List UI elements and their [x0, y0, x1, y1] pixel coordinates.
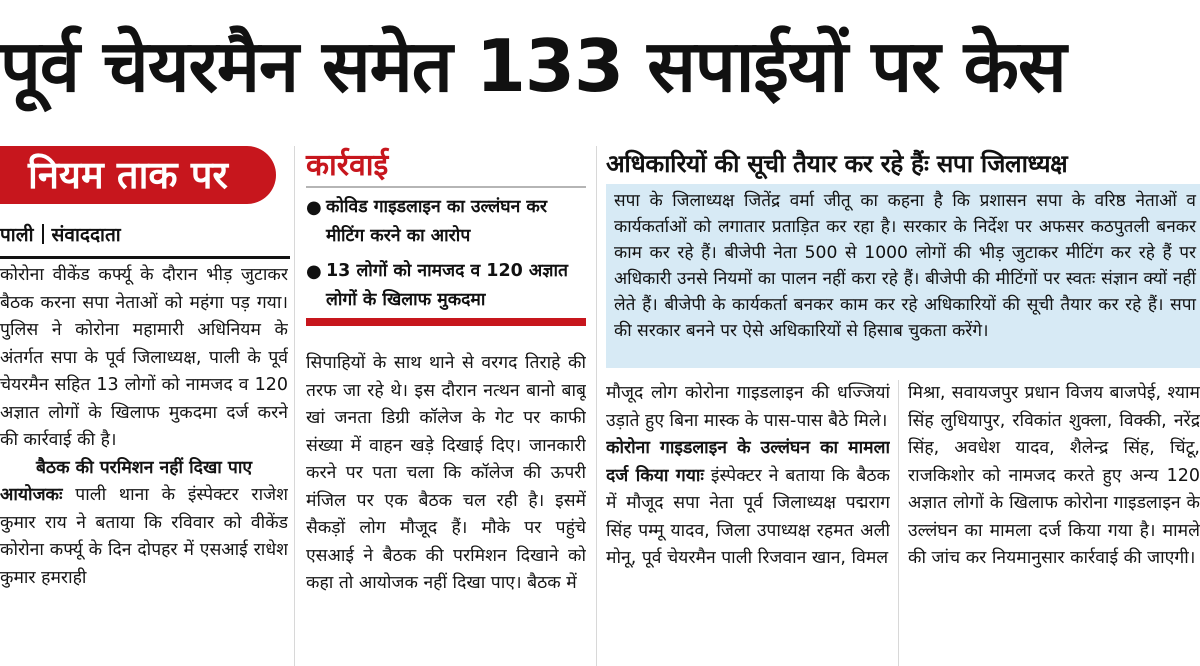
column-3-paragraph-1: मौजूद लोग कोरोना गाइडलाइन की धज्जियां उड़ाते हुए बिना मास्क के पास-पास बैठे मिले।: [606, 383, 890, 431]
column-divider: [596, 146, 597, 666]
column-1-paragraph-2-text: पाली थाना के इंस्पेक्टर राजेश कुमार राय ने बताया कि रविवार को वीकेंड कोरोना कर्फ्यू के दिन दोपहर में एसआई राधेश कुमार हमराही: [0, 485, 288, 588]
byline-place: पाली: [0, 224, 34, 246]
byline-rule: [0, 256, 290, 259]
column-1-paragraph-2: [0, 482, 288, 592]
article-column-4: [908, 380, 1200, 666]
section-badge: नियम ताक पर: [0, 146, 276, 204]
bullet-dot-icon: ●: [306, 261, 322, 282]
action-box-bar: [306, 318, 586, 326]
column-divider: [898, 380, 899, 666]
column-divider: [294, 146, 295, 666]
action-bullet: [306, 193, 588, 251]
action-bullet: [306, 257, 588, 315]
column-1-paragraph-1: कोरोना वीकेंड कर्फ्यू के दौरान भीड़ जुटाकर बैठक करना सपा नेताओं को महंगा पड़ गया। पुलिस ने कोरोना महामारी अधिनियम के अंतर्गत सपा के पूर्व जिलाध्यक्ष, पाली के पूर्व चेयरमैन सहित 13 लोगों को नामजद व 120 अज्ञात लोगों के खिलाफ मुकदमा दर्ज करने की कार्रवाई की है।: [0, 265, 288, 450]
column-2-paragraph: सिपाहियों के साथ थाने से वरगद तिराहे की तरफ जा रहे थे। इस दौरान नत्थन बानो बाबू खां जनता डिग्री कॉलेज के गेट पर काफी संख्या में वाहन खड़े दिखाई दिए। जानकारी करने पर पता चला कि कॉलेज की ऊपरी मंजिल पर एक बैठक चल रही है। इसमें सैकड़ों लोग मौजूद हैं। मौके पर पहुंचे एसआई ने बैठक की परमिशन दिखाने को कहा तो आयोजक नहीं दिखा पाए। बैठक में: [306, 353, 586, 593]
main-headline: पूर्व चेयरमैन समेत 133 सपाईयों पर केस: [0, 24, 1066, 108]
byline-role: संवाददाता: [51, 224, 121, 246]
article-column-3: [606, 380, 890, 666]
column-1-subheading-lead: आयोजकः: [0, 485, 63, 505]
action-bullet-text: कोविड गाइडलाइन का उल्लंघन कर मीटिंग करने का आरोप: [326, 197, 547, 246]
action-label: कार्रवाई: [306, 148, 389, 183]
article-column-1: [0, 262, 288, 666]
sidebar-quote-box: सपा के जिलाध्यक्ष जितेंद्र वर्मा जीतू का कहना है कि प्रशासन सपा के वरिष्ठ नेताओं व कार्यकर्ताओं को लगातार प्रताड़ित कर रहा है। सरकार के निर्देश पर अफसर कठपुतली बनकर काम कर रहे हैं। बीजेपी नेता 500 से 1000 लोगों की भीड़ जुटाकर मीटिंग कर रहे हैं पर अधिकारी उनसे नियमों का पालन नहीं करा रहे हैं। बीजेपी की मीटिंगों पर स्वतः संज्ञान क्यों नहीं लेते हैं। बीजेपी के कार्यकर्ता बनकर काम कर रहे अधिकारियों की सूची तैयार कर रहे हैं। सपा की सरकार बनने पर ऐसे अधिकारियों से हिसाब चुकता करेंगे।: [606, 184, 1200, 368]
column-3-paragraph-2: [606, 435, 890, 573]
action-label-rule: [306, 186, 586, 188]
byline-separator: [42, 224, 44, 244]
sidebar-headline: अधिकारियों की सूची तैयार कर रहे हैंः सपा जिलाध्यक्ष: [606, 149, 1068, 178]
bullet-dot-icon: ●: [306, 197, 322, 218]
action-bullets: [306, 193, 588, 321]
column-3-paragraph-2-text: इंस्पेक्टर ने बताया कि बैठक में मौजूद सपा नेता पूर्व जिलाध्यक्ष पद्मराग सिंह पम्मू यादव, जिला उपाध्यक्ष रहमत अली मोनू, पूर्व चेयरमैन पाली रिजवान खान, विमल: [606, 465, 890, 568]
column-4-paragraph: मिश्रा, सवायजपुर प्रधान विजय बाजपेई, श्याम सिंह लुधियापुर, रविकांत शुक्ला, विक्की, नरेंद्र सिंह, अवधेश यादव, शैलेन्द्र सिंह, चिंटू, राजकिशोर को नामजद करते हुए अन्य 120 अज्ञात लोगों के खिलाफ कोरोना गाइडलाइन के उल्लंघन का मामला दर्ज किया गया है। मामले की जांच कर नियमानुसार कार्रवाई की जाएगी।: [908, 383, 1200, 568]
column-1-subheading: बैठक की परमिशन नहीं दिखा पाए: [35, 457, 253, 478]
column-3-subheading: कोरोना गाइडलाइन के उल्लंघन का मामला दर्ज किया गयाः: [606, 438, 890, 486]
byline: [0, 218, 290, 252]
article-column-2: [306, 350, 586, 666]
action-bullet-text: 13 लोगों को नामजद व 120 अज्ञात लोगों के खिलाफ मुकदमा: [326, 261, 569, 310]
